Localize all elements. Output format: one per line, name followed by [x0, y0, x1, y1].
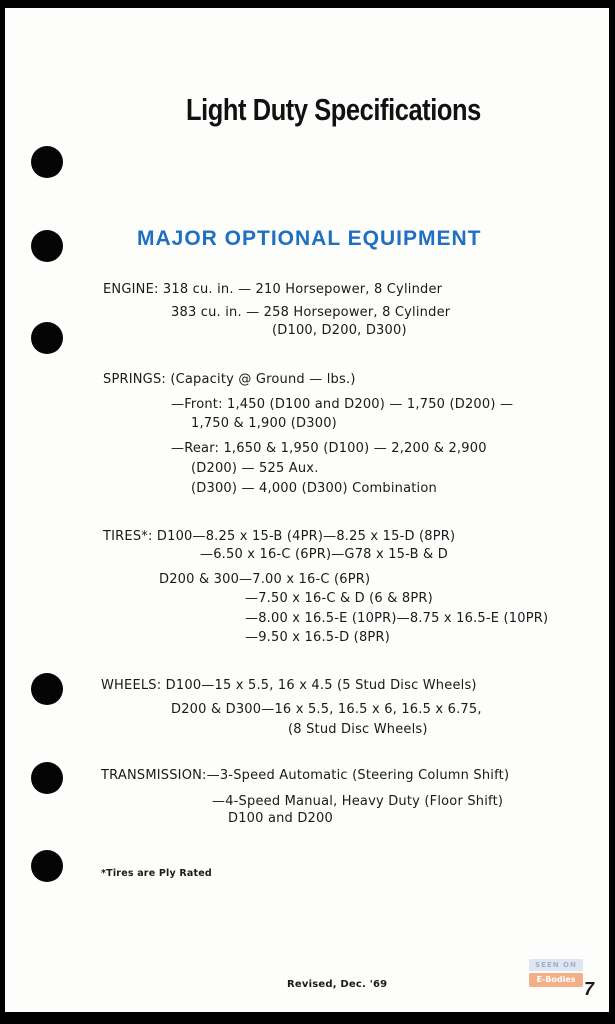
revision-note: Revised, Dec. '69: [287, 979, 388, 990]
page-number: 7: [584, 979, 595, 999]
watermark-bottom: E-Bodies: [529, 973, 583, 987]
binder-hole: [31, 850, 63, 882]
binder-hole: [31, 762, 63, 794]
binder-hole: [31, 673, 63, 705]
wheels-line: D200 & D300—16 x 5.5, 16.5 x 6, 16.5 x 6.75,: [171, 702, 482, 717]
wheels-line: WHEELS: D100—15 x 5.5, 16 x 4.5 (5 Stud Disc Wheels): [101, 678, 477, 693]
springs-line: 1,750 & 1,900 (D300): [191, 416, 337, 431]
binder-hole: [31, 230, 63, 262]
springs-line: SPRINGS: (Capacity @ Ground — lbs.): [103, 372, 356, 387]
watermark-top: SEEN ON: [529, 959, 583, 971]
transmission-line: TRANSMISSION:—3-Speed Automatic (Steering Column Shift): [101, 768, 510, 783]
engine-line: 383 cu. in. — 258 Horsepower, 8 Cylinder: [171, 305, 451, 320]
transmission-line: D100 and D200: [228, 811, 333, 826]
engine-line: (D100, D200, D300): [272, 323, 407, 338]
tires-line: —6.50 x 16-C (6PR)—G78 x 15-B & D: [200, 547, 448, 562]
springs-line: (D300) — 4,000 (D300) Combination: [191, 481, 437, 496]
tires-line: —8.00 x 16.5-E (10PR)—8.75 x 16.5-E (10PR): [245, 611, 549, 626]
transmission-line: —4-Speed Manual, Heavy Duty (Floor Shift): [212, 794, 504, 809]
springs-line: —Front: 1,450 (D100 and D200) — 1,750 (D200) —: [171, 397, 514, 412]
tires-line: —7.50 x 16-C & D (6 & 8PR): [245, 591, 433, 606]
tires-line: D200 & 300—7.00 x 16-C (6PR): [159, 572, 371, 587]
springs-line: —Rear: 1,650 & 1,950 (D100) — 2,200 & 2,900: [171, 441, 487, 456]
page-title: Light Duty Specifications: [186, 92, 481, 127]
springs-line: (D200) — 525 Aux.: [191, 461, 319, 476]
binder-hole: [31, 146, 63, 178]
watermark-badge: [529, 959, 583, 987]
footnote: *Tires are Ply Rated: [101, 868, 212, 879]
wheels-line: (8 Stud Disc Wheels): [288, 722, 428, 737]
engine-line: ENGINE: 318 cu. in. — 210 Horsepower, 8 Cylinder: [103, 282, 443, 297]
tires-line: —9.50 x 16.5-D (8PR): [245, 630, 390, 645]
section-heading: MAJOR OPTIONAL EQUIPMENT: [137, 227, 482, 250]
spec-page: [5, 8, 609, 1012]
tires-line: TIRES*: D100—8.25 x 15-B (4PR)—8.25 x 15-D (8PR): [103, 529, 456, 544]
binder-hole: [31, 322, 63, 354]
